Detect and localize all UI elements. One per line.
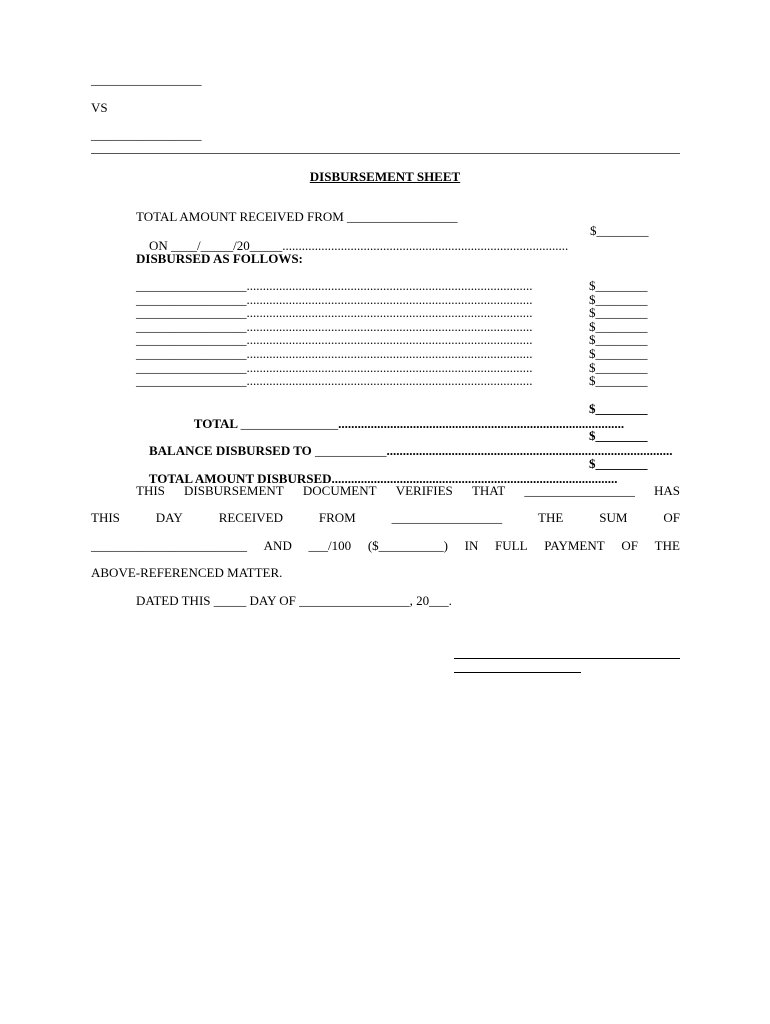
verification-word: OF — [663, 510, 680, 525]
payee-blank: _________________ — [136, 346, 247, 361]
leader-dots: ........................................................................................ — [246, 332, 533, 348]
party-two-blank: _________________ — [91, 127, 202, 142]
leader-dots: ........................................................................................ — [246, 346, 533, 361]
verification-line-4: ABOVE-REFERENCED MATTER. — [91, 565, 283, 580]
verification-word: DISBURSEMENT — [184, 483, 284, 498]
verification-word: THIS — [136, 483, 165, 498]
payee-blank: _________________ — [136, 318, 247, 334]
payee-blank: _________________ — [136, 305, 247, 321]
verification-word: OF — [621, 538, 638, 553]
verification-word: DOCUMENT — [302, 483, 377, 498]
total-disbursed-amount: $________ — [589, 456, 648, 471]
disbursement-row — [136, 373, 589, 388]
verification-line-3 — [91, 538, 680, 553]
verification-word: IN — [464, 538, 479, 553]
leader-dots: ........................................................................................ — [386, 443, 673, 458]
verification-line-2 — [91, 510, 680, 525]
dated-line: DATED THIS _____ DAY OF _________________, 20___. — [136, 593, 452, 608]
verification-word: THIS — [91, 510, 120, 525]
row-amount: $________ — [589, 346, 648, 361]
verification-word: FULL — [495, 538, 528, 553]
total-label: TOTAL — [193, 416, 238, 431]
payee-blank: _________________ — [136, 291, 247, 307]
row-amount: $________ — [589, 359, 648, 375]
row-amount: $________ — [589, 318, 648, 334]
payee-blank: _________________ — [136, 278, 247, 293]
verification-word: THE — [538, 510, 564, 525]
verification-word: THAT — [471, 483, 506, 498]
page-title: DISBURSEMENT SHEET — [309, 169, 461, 184]
verification-word: PAYMENT — [544, 538, 605, 553]
balance-amount: $________ — [589, 428, 648, 443]
verification-word: AND — [263, 538, 292, 553]
disbursed-heading: DISBURSED AS FOLLOWS: — [136, 251, 303, 266]
leader-dots: ........................................................................................ — [246, 305, 533, 321]
verification-word: HAS — [653, 483, 680, 498]
total-amount: $________ — [589, 401, 648, 416]
leader-dots: ........................................................................................ — [246, 373, 533, 389]
received-date: ON ____/_____/20_____ — [149, 238, 283, 253]
leader-dots: ........................................................................................ — [338, 416, 625, 431]
row-amount: $________ — [589, 278, 648, 293]
versus-label: VS — [91, 100, 108, 115]
verification-word: FROM — [318, 510, 356, 525]
verification-word: ($__________) — [367, 538, 448, 553]
leader-dots: ........................................................................................ — [282, 238, 569, 253]
verification-word: THE — [654, 538, 680, 553]
balance-blank: ___________ — [315, 443, 387, 458]
total-blank: _______________ — [240, 416, 339, 431]
verification-word: SUM — [599, 510, 628, 525]
payee-blank: _________________ — [136, 373, 247, 389]
signature-line — [454, 658, 680, 659]
signature-name-line — [454, 672, 581, 673]
leader-dots: ........................................................................................ — [246, 278, 533, 293]
row-amount: $________ — [589, 373, 648, 389]
row-amount: $________ — [589, 305, 648, 321]
caption-divider — [91, 153, 680, 154]
leader-dots: ........................................................................................ — [246, 318, 533, 334]
verification-word: ___/100 — [308, 538, 352, 553]
leader-dots: ........................................................................................ — [246, 291, 533, 307]
payee-blank: _________________ — [136, 359, 247, 375]
verification-word: RECEIVED — [218, 510, 283, 525]
verification-word: VERIFIES — [395, 483, 453, 498]
payee-blank: _________________ — [136, 332, 247, 348]
verification-word: _________________ — [524, 483, 635, 498]
party-one-blank: _________________ — [91, 72, 202, 87]
total-received-line: TOTAL AMOUNT RECEIVED FROM _________________ — [136, 209, 458, 224]
verification-word: DAY — [155, 510, 183, 525]
balance-label: BALANCE DISBURSED TO — [149, 443, 312, 458]
received-amount: $________ — [590, 223, 649, 238]
leader-dots: ........................................................................................ — [246, 359, 533, 375]
leader-dots: ........................................................................................ — [331, 471, 618, 486]
verification-word: _________________ — [391, 510, 503, 525]
row-amount: $________ — [589, 332, 648, 348]
row-amount: $________ — [589, 291, 648, 307]
verification-word: ________________________ — [91, 538, 247, 553]
total-disbursed-label: TOTAL AMOUNT DISBURSED — [148, 471, 332, 486]
verification-line-1 — [136, 483, 680, 498]
